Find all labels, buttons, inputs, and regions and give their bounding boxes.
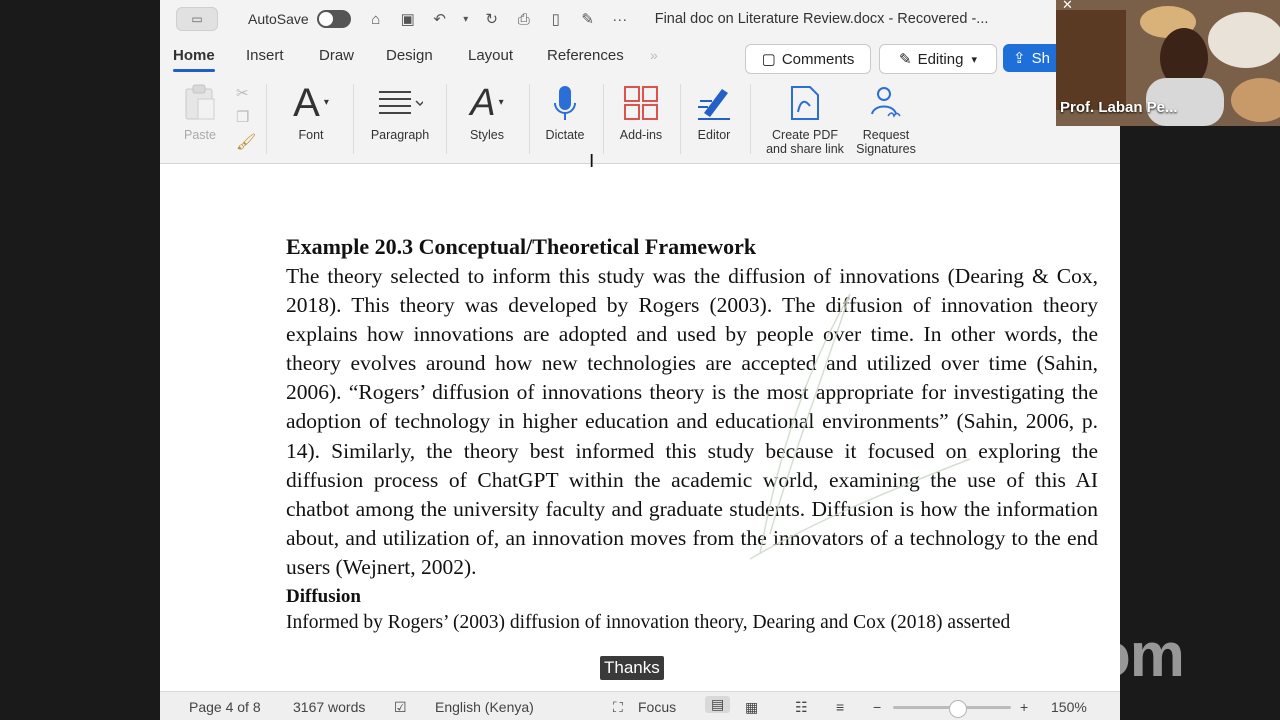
comments-button[interactable] — [745, 44, 871, 74]
document-canvas[interactable] — [160, 164, 1120, 691]
ribbon-divider — [353, 84, 354, 154]
chevron-down-icon: ▾ — [971, 53, 977, 66]
pencil-icon: ✎ — [899, 51, 912, 68]
sidebar-toggle-button[interactable]: ▭ — [176, 7, 218, 31]
zoom-out-icon[interactable]: − — [873, 699, 882, 715]
title-bar — [160, 0, 1120, 38]
paste-label: Paste — [184, 128, 216, 142]
outline-view-icon[interactable]: ☷ — [795, 699, 808, 715]
zoom-in-icon[interactable]: + — [1020, 699, 1029, 715]
proofing-icon[interactable]: ☑ — [394, 699, 407, 715]
create-pdf-label-2: and share link — [766, 142, 844, 156]
ribbon-divider — [529, 84, 530, 154]
styles-button[interactable] — [458, 78, 516, 142]
create-pdf-label-1: Create PDF — [772, 128, 838, 142]
word-window — [160, 0, 1120, 720]
request-label-1: Request — [862, 128, 910, 142]
zoom-slider-thumb[interactable] — [949, 700, 967, 718]
paragraph-icon — [377, 78, 423, 128]
request-label-2: Signatures — [856, 142, 916, 156]
text-cursor-icon: I — [589, 151, 595, 172]
dictate-button[interactable] — [540, 78, 590, 142]
participant-name: Prof. Laban Pe... — [1060, 99, 1178, 116]
pdf-share-icon — [788, 78, 822, 128]
focus-mode-button[interactable]: Focus — [638, 699, 677, 715]
draft-view-icon[interactable]: ≡ — [836, 699, 845, 715]
zoom-watermark-logo: zoom — [1026, 621, 1184, 690]
language-indicator[interactable]: English (Kenya) — [435, 699, 534, 715]
create-pdf-button[interactable] — [760, 78, 850, 156]
live-caption: Thanks — [600, 656, 664, 680]
save-icon[interactable]: ▣ — [400, 11, 415, 28]
zoom-level[interactable]: 150% — [1051, 699, 1087, 715]
styles-icon: A ▾ — [470, 82, 504, 124]
review-icon[interactable]: ✎ — [581, 11, 594, 28]
styles-label: Styles — [469, 128, 505, 142]
status-bar — [160, 691, 1120, 720]
comments-label: Comments — [781, 50, 855, 68]
document-title: Final doc on Literature Review.docx - Recovered -... — [654, 11, 989, 27]
ribbon-toolbar — [160, 78, 1120, 162]
tab-layout[interactable]: Layout — [468, 47, 514, 64]
editing-mode-button[interactable] — [879, 44, 997, 74]
web-layout-icon[interactable]: ▦ — [745, 699, 759, 715]
print-layout-icon[interactable]: ▤ — [705, 696, 730, 713]
comment-icon: ▢ — [761, 51, 776, 68]
ribbon-divider — [750, 84, 751, 154]
paragraph-button[interactable] — [364, 78, 436, 142]
subsection-heading: Diffusion — [286, 586, 361, 608]
paragraph-label: Paragraph — [370, 128, 430, 142]
autosave-toggle[interactable] — [317, 10, 351, 28]
editor-button[interactable] — [690, 78, 738, 142]
section-heading: Example 20.3 Conceptual/Theoretical Framework — [286, 234, 757, 259]
format-painter-icon[interactable]: 🖌 — [236, 134, 257, 151]
more-icon[interactable]: ··· — [612, 10, 628, 28]
ribbon-divider — [603, 84, 604, 154]
tab-insert[interactable]: Insert — [246, 47, 284, 64]
editor-pen-icon — [694, 78, 734, 128]
paste-button[interactable] — [176, 78, 224, 142]
tab-references[interactable]: References — [547, 47, 624, 64]
tab-draw[interactable]: Draw — [319, 47, 355, 64]
ribbon-divider — [446, 84, 447, 154]
addins-label: Add-ins — [619, 128, 663, 142]
addins-grid-icon — [623, 78, 659, 128]
share-icon: ⇪ — [1013, 50, 1026, 67]
tab-home[interactable]: Home — [173, 47, 215, 64]
undo-icon[interactable]: ↶ — [433, 11, 446, 28]
editing-label: Editing — [917, 50, 964, 68]
addins-button[interactable] — [612, 78, 670, 142]
editor-label: Editor — [697, 128, 731, 142]
participant-video-tile[interactable] — [1056, 0, 1280, 126]
body-paragraph: The theory selected to inform this study was the diffusion of innovations (Dearing & Cox, 2018). This theory was developed by Rogers (2003). The diffusion of innovation theory explains how innovations are adopted and used by people over time. In other words, the theory evolves around how new technologies are accepted and utilized over time (Sahin, 2006). “Rogers’ diffusion of innovations theory is the most appropriate for investigating the adoption of technology in higher education and educational environments” (Sahin, 2006, p. 14). Similarly, the theory best informed this study because it focused on exploring the diffusion process of ChatGPT within the academic world, examining the use of this AI chatbot among the university faculty and graduate students. Diffusion is how the information about, and utilization of, an innovation moves from the innovators of a technology to the end users (Wejnert, 2002). — [286, 264, 1098, 579]
tab-design[interactable]: Design — [386, 47, 433, 64]
print-icon[interactable]: ⎙ — [517, 10, 530, 28]
more-tabs-icon[interactable]: » — [650, 47, 658, 63]
new-document-icon[interactable]: ▯ — [551, 11, 560, 28]
copy-icon[interactable]: ❐ — [236, 109, 250, 126]
microphone-icon — [552, 78, 578, 128]
font-label: Font — [298, 128, 324, 142]
font-icon: A ▾ — [293, 81, 329, 125]
chevron-down-icon[interactable]: ▾ — [463, 13, 469, 25]
page-count[interactable]: Page 4 of 8 — [189, 699, 261, 715]
redo-icon[interactable]: ↻ — [485, 11, 498, 28]
home-icon[interactable]: ⌂ — [371, 10, 381, 28]
ribbon-divider — [680, 84, 681, 154]
clipboard-icon — [182, 78, 218, 128]
document-page[interactable] — [286, 232, 1098, 636]
dictate-label: Dictate — [545, 128, 585, 142]
autosave-label: AutoSave — [248, 11, 309, 27]
font-button[interactable] — [281, 78, 341, 142]
word-count[interactable]: 3167 words — [293, 699, 366, 715]
cut-icon[interactable]: ✂ — [236, 85, 249, 102]
signature-icon — [866, 78, 906, 128]
body-paragraph-2: Informed by Rogers’ (2003) diffusion of innovation theory, Dearing and Cox (2018) asserted — [286, 612, 1011, 634]
close-icon[interactable]: ✕ — [1062, 0, 1073, 12]
request-signatures-button[interactable] — [852, 78, 920, 156]
focus-icon: ⛶ — [613, 699, 623, 715]
share-label: Sh — [1031, 49, 1050, 67]
ribbon-divider — [266, 84, 267, 154]
